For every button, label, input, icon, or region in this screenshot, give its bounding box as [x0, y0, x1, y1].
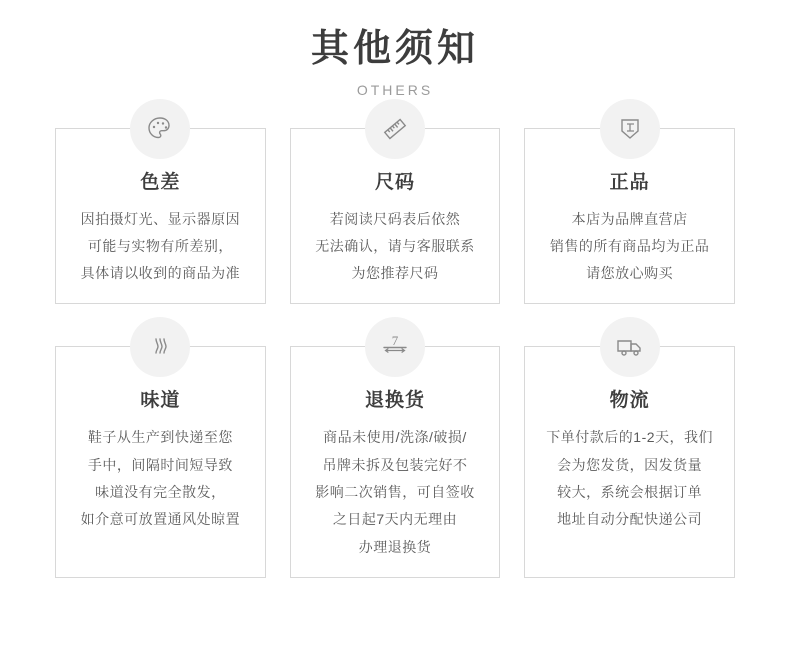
odor-waves-icon [130, 317, 190, 377]
card-title: 物流 [609, 390, 650, 412]
card-line: 下单付款后的1-2天，我们 [546, 429, 714, 446]
notice-card-color-difference [55, 128, 266, 305]
card-line: 鞋子从生产到快递至您 [87, 429, 233, 446]
card-line: 若阅读尺码表后依然 [329, 210, 461, 227]
card-body [535, 424, 724, 533]
card-line: 手中，间隔时间短导致 [87, 456, 233, 473]
genuine-shield-icon [600, 99, 660, 159]
card-title: 尺码 [374, 171, 415, 193]
card-line: 销售的所有商品均为正品 [549, 237, 710, 254]
card-line: 影响二次销售，可自签收 [315, 483, 475, 500]
notice-card-return [290, 333, 501, 577]
truck-icon [600, 317, 660, 377]
page-header [0, 0, 790, 98]
card-line: 地址自动分配快递公司 [557, 511, 703, 528]
notice-card-genuine [524, 128, 735, 305]
card-line: 会为您发货，因发货量 [557, 456, 703, 473]
palette-icon [130, 99, 190, 159]
card-title: 味道 [140, 390, 181, 412]
card-line: 如介意可放置通风处晾置 [80, 511, 241, 528]
card-title: 正品 [609, 171, 650, 193]
card-line: 无法确认，请与客服联系 [315, 237, 475, 254]
card-line: 吊牌未拆及包装完好不 [322, 456, 468, 473]
card-body [301, 424, 490, 560]
card-body [66, 206, 255, 288]
card-line: 具体请以收到的商品为准 [80, 265, 241, 282]
notice-card-logistics [524, 346, 735, 577]
card-body [66, 424, 255, 533]
card-line: 可能与实物有所差别， [87, 237, 233, 254]
ruler-icon [365, 99, 425, 159]
card-body [535, 206, 724, 288]
return-7days-icon [365, 317, 425, 377]
notice-card-size [290, 128, 501, 305]
page-title: 其他须知 [310, 28, 479, 70]
card-line: 味道没有完全散发， [95, 483, 226, 500]
notice-card-odor [55, 346, 266, 577]
page-subtitle: OTHERS [356, 81, 434, 98]
card-line: 较大，系统会根据订单 [557, 483, 703, 500]
card-line: 办理退换货 [358, 538, 432, 555]
svg-text:7: 7 [391, 333, 399, 349]
card-title: 色差 [140, 171, 181, 193]
card-line: 因拍摄灯光、显示器原因 [80, 210, 241, 227]
card-line: 商品未使用/洗涤/破损/ [323, 429, 467, 446]
card-line: 本店为品牌直营店 [571, 210, 688, 227]
card-body [301, 206, 490, 288]
card-line: 之日起7天内无理由 [332, 511, 458, 528]
notice-card-grid [55, 128, 735, 578]
card-line: 请您放心购买 [586, 265, 674, 282]
card-title: 退换货 [364, 390, 425, 412]
card-line: 为您推荐尺码 [351, 265, 439, 282]
